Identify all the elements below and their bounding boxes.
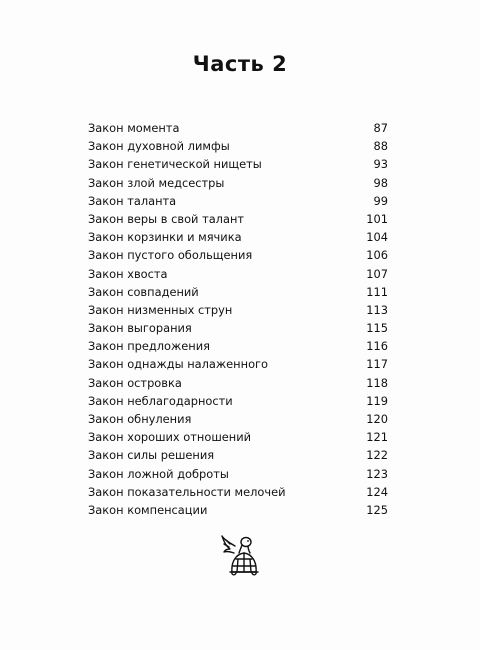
winged-turtle-icon [218,532,266,580]
toc-entry-label: Закон корзинки и мячика [88,230,242,245]
toc-entry [88,283,388,301]
toc-entry-page: 122 [366,448,388,463]
toc-entry-label: Закон хороших отношений [88,430,252,445]
toc-entry-label: Закон пустого обольщения [88,248,253,263]
toc-entry [88,410,388,428]
toc-entry-page: 101 [366,211,388,226]
page-title: Часть 2 [192,52,288,76]
toc-entry [88,301,388,319]
toc-entry-label: Закон островка [88,375,182,390]
toc-entry-page: 123 [366,466,388,481]
toc-entry-label: Закон совпадений [88,284,199,299]
toc-entry-label: Закон однажды налаженного [88,357,268,372]
toc-entry [88,337,388,355]
table-of-contents [88,119,388,519]
toc-entry [88,483,388,501]
toc-entry-page: 99 [373,193,388,208]
toc-entry-page: 120 [366,412,388,426]
toc-entry-page: 111 [366,284,388,299]
toc-entry-page: 88 [373,139,388,154]
toc-entry [88,428,388,446]
toc-entry [88,392,388,410]
toc-entry-page: 113 [366,302,388,317]
toc-entry [88,355,388,373]
toc-entry-page: 93 [373,157,388,172]
toc-entry [88,210,388,228]
toc-entry [88,155,388,173]
toc-entry-page: 98 [373,175,388,190]
toc-entry-label: Закон силы решения [88,448,215,463]
toc-entry [88,374,388,392]
toc-entry [88,465,388,483]
toc-entry [88,119,388,137]
toc-entry-page: 121 [366,430,388,445]
toc-entry-label: Закон обнуления [88,412,192,426]
toc-entry-page: 119 [366,393,388,408]
toc-entry-label: Закон низменных струн [88,302,233,317]
toc-entry-label: Закон момента [88,121,180,135]
toc-entry-label: Закон предложения [88,339,210,354]
toc-entry [88,192,388,210]
toc-entry-page: 124 [366,484,388,499]
toc-entry-label: Закон показательности мелочей [88,484,286,499]
toc-entry [88,446,388,464]
toc-entry-label: Закон генетической нищеты [88,157,262,172]
toc-entry-page: 115 [366,321,388,336]
toc-entry-page: 104 [366,230,388,245]
toc-entry-label: Закон компенсации [88,502,208,517]
toc-entry-page: 87 [373,121,388,135]
toc-entry-label: Закон веры в свой талант [88,211,245,226]
toc-entry [88,174,388,192]
toc-entry-label: Закон злой медсестры [88,175,225,190]
toc-entry-label: Закон таланта [88,193,177,208]
toc-entry [88,501,388,519]
toc-entry [88,137,388,155]
toc-entry [88,228,388,246]
toc-entry-label: Закон выгорания [88,321,192,336]
toc-entry-page: 117 [366,357,388,372]
toc-entry-label: Закон неблагодарности [88,393,233,408]
toc-entry-page: 116 [366,339,388,354]
toc-entry [88,265,388,283]
toc-entry-page: 125 [366,502,388,517]
toc-entry [88,246,388,264]
toc-entry-page: 106 [366,248,388,263]
toc-entry [88,319,388,337]
toc-entry-page: 118 [366,375,388,390]
toc-entry-label: Закон ложной доброты [88,466,229,481]
toc-entry-label: Закон хвоста [88,266,168,281]
toc-entry-page: 107 [366,266,388,281]
toc-entry-label: Закон духовной лимфы [88,139,230,154]
